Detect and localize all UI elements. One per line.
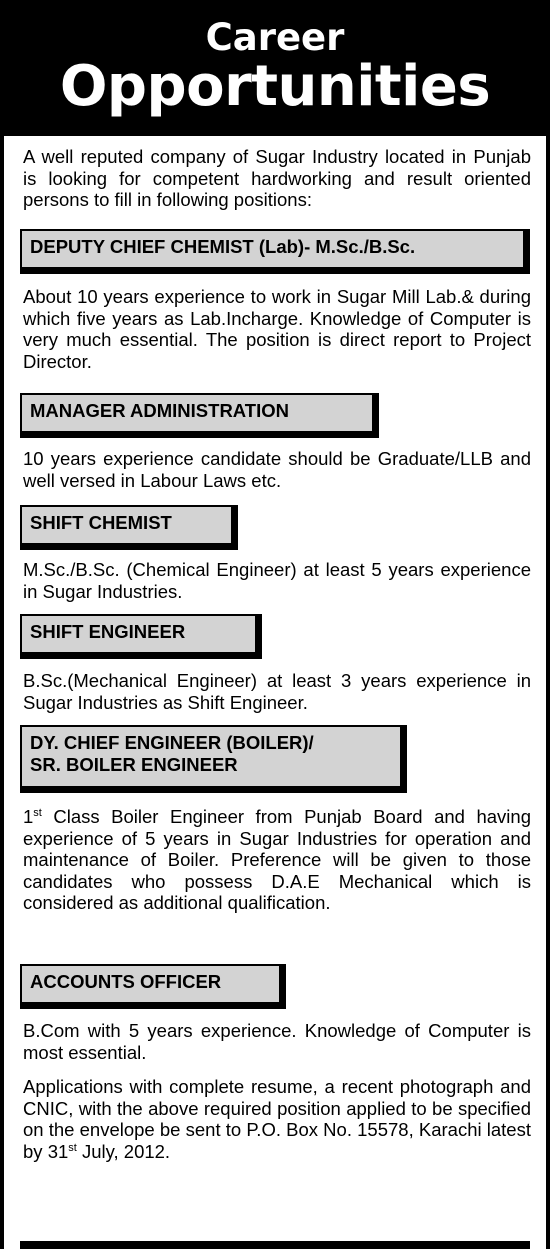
position-heading-accounts-officer: ACCOUNTS OFFICER xyxy=(20,964,286,1009)
closing-paragraph xyxy=(23,1076,531,1162)
position-description-shift-chemist: M.Sc./B.Sc. (Chemical Engineer) at least 5 years experience in Sugar Industries. xyxy=(23,559,531,602)
position-heading-shift-chemist: SHIFT CHEMIST xyxy=(20,505,238,550)
frame-left-border xyxy=(0,130,4,1249)
position-heading-shift-engineer: SHIFT ENGINEER xyxy=(20,614,262,659)
position-heading-line2: SR. BOILER ENGINEER xyxy=(30,754,238,775)
position-heading-deputy-chief-chemist: DEPUTY CHIEF CHEMIST (Lab)- M.Sc./B.Sc. xyxy=(20,229,530,274)
footer-bar xyxy=(20,1241,530,1249)
position-heading-line1: DY. CHIEF ENGINEER (BOILER)/ xyxy=(30,732,314,753)
position-description-shift-engineer: B.Sc.(Mechanical Engineer) at least 3 years experience in Sugar Industries as Shift Engineer. xyxy=(23,670,531,713)
position-description-manager-administration: 10 years experience candidate should be Graduate/LLB and well versed in Labour Laws etc. xyxy=(23,448,531,491)
description-text: Class Boiler Engineer from Punjab Board and having experience of 5 years in Sugar Industries for operation and maintenance of Boiler. Preference will be given to those candidates who possess D.A.E Mechanical which is considered as additional qualification. xyxy=(23,806,531,913)
frame-right-border xyxy=(546,130,550,1249)
position-description-dy-chief-engineer-boiler xyxy=(23,806,531,914)
position-heading-manager-administration: MANAGER ADMINISTRATION xyxy=(20,393,379,438)
closing-text: Applications with complete resume, a recent photograph and CNIC, with the above required position applied to be specified on the envelope be sent to P.O. Box No. 15578, Karachi latest by xyxy=(23,1076,531,1162)
position-description-deputy-chief-chemist: About 10 years experience to work in Sugar Mill Lab.& during which five years as Lab.Incharge. Knowledge of Computer is very much essential. The position is direct report to Project Director. xyxy=(23,286,531,372)
title-career: Career xyxy=(205,16,345,59)
ordinal-number: 1 xyxy=(23,806,34,827)
closing-date-day: 31 xyxy=(47,1140,69,1162)
position-description-accounts-officer: B.Com with 5 years experience. Knowledge of Computer is most essential. xyxy=(23,1020,531,1063)
position-heading-dy-chief-engineer-boiler xyxy=(20,725,407,793)
intro-paragraph: A well reputed company of Sugar Industry located in Punjab is looking for competent hardworking and result oriented persons to fill in following positions: xyxy=(23,146,531,210)
closing-date-suffix: st xyxy=(68,1141,77,1154)
closing-date-rest: July, 2012. xyxy=(76,1140,171,1162)
title-opportunities: Opportunities xyxy=(59,54,491,119)
ordinal-suffix: st xyxy=(33,807,42,819)
header-banner xyxy=(0,0,550,136)
